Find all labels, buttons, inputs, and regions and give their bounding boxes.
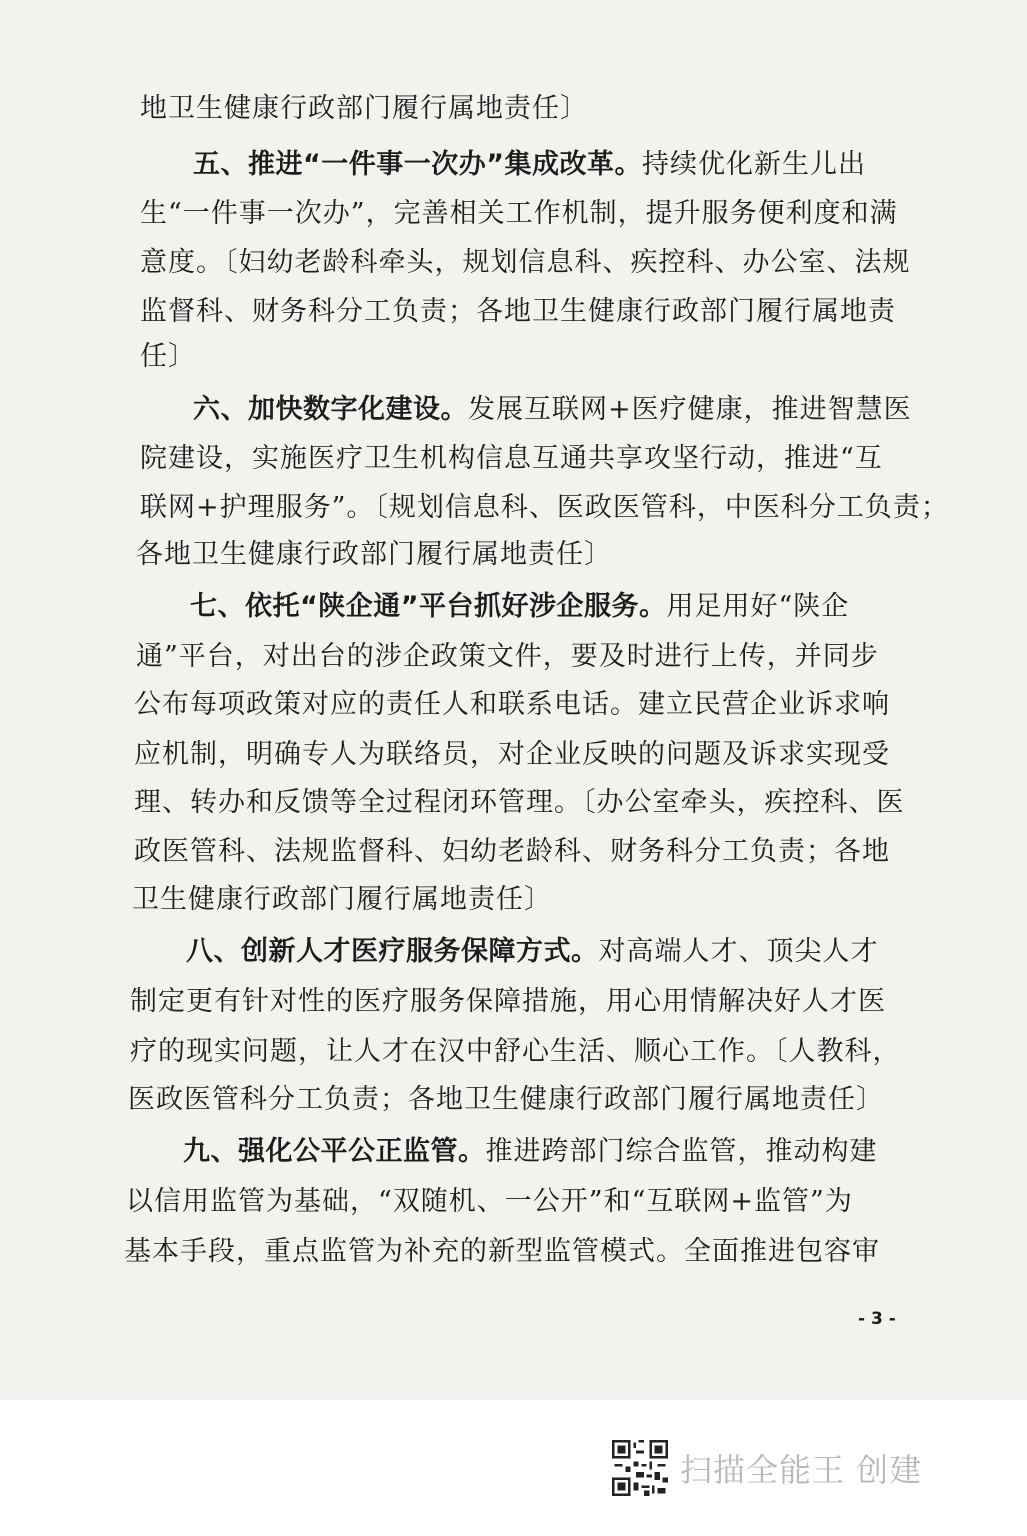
text-line: 应机制，明确专人为联络员，对企业反映的问题及诉求实现受: [134, 739, 890, 770]
text-line: 任〕: [140, 341, 196, 372]
text-line: 意度。〔妇幼老龄科牵头，规划信息科、疾控科、办公室、法规: [140, 247, 911, 278]
section-eight-heading: 八、创新人才医疗服务保障方式。对高端人才、顶尖人才: [186, 936, 879, 967]
section-six-heading: 六、加快数字化建设。发展互联网+医疗健康，推进智慧医: [193, 394, 912, 425]
text-line: 院建设，实施医疗卫生机构信息互通共享攻坚行动，推进“互: [140, 443, 883, 474]
text-line: 联网+护理服务”。〔规划信息科、医政医管科，中医科分工负责；: [140, 492, 949, 523]
text-line: 制定更有针对性的医疗服务保障措施，用心用情解决好人才医: [130, 986, 886, 1017]
text-line: 地卫生健康行政部门履行属地责任〕: [140, 93, 588, 124]
text-line: 疗的现实问题，让人才在汉中舒心生活、顺心工作。〔人教科，: [130, 1036, 901, 1067]
section-seven-heading: 七、依托“陕企通”平台抓好涉企服务。用足用好“陕企: [190, 591, 850, 622]
text-line: 监督科、财务科分工负责；各地卫生健康行政部门履行属地责: [140, 296, 896, 327]
scanner-watermark: [612, 1440, 922, 1496]
text-line: 各地卫生健康行政部门履行属地责任〕: [136, 539, 612, 570]
text-line: 医政医管科分工负责；各地卫生健康行政部门履行属地责任〕: [128, 1084, 884, 1115]
text-line: 生“一件事一次办”，完善相关工作机制，提升服务便利度和满: [140, 198, 898, 229]
text-line: 公布每项政策对应的责任人和联系电话。建立民营企业诉求响: [134, 689, 890, 720]
section-nine-heading: 九、强化公平公正监管。推进跨部门综合监管，推动构建: [183, 1136, 878, 1167]
page-number: - 3 -: [858, 1309, 896, 1329]
text-line: 政医管科、法规监督科、妇幼老龄科、财务科分工负责；各地: [134, 836, 890, 867]
scanner-brand-text: 扫描全能王 创建: [680, 1451, 923, 1489]
text-line: 理、转办和反馈等全过程闭环管理。〔办公室牵头，疾控科、医: [134, 787, 905, 818]
text-line: 通”平台，对出台的涉企政策文件，要及时进行上传，并同步: [136, 641, 879, 672]
text-line: 基本手段，重点监管为补充的新型监管模式。全面推进包容审: [124, 1236, 880, 1267]
qr-code-icon: [612, 1440, 668, 1496]
text-line: 以信用监管为基础，“双随机、一公开”和“互联网+监管”为: [126, 1186, 853, 1217]
section-five-heading: 五、推进“一件事一次办”集成改革。持续优化新生儿出: [193, 149, 866, 180]
text-line: 卫生健康行政部门履行属地责任〕: [132, 884, 552, 915]
